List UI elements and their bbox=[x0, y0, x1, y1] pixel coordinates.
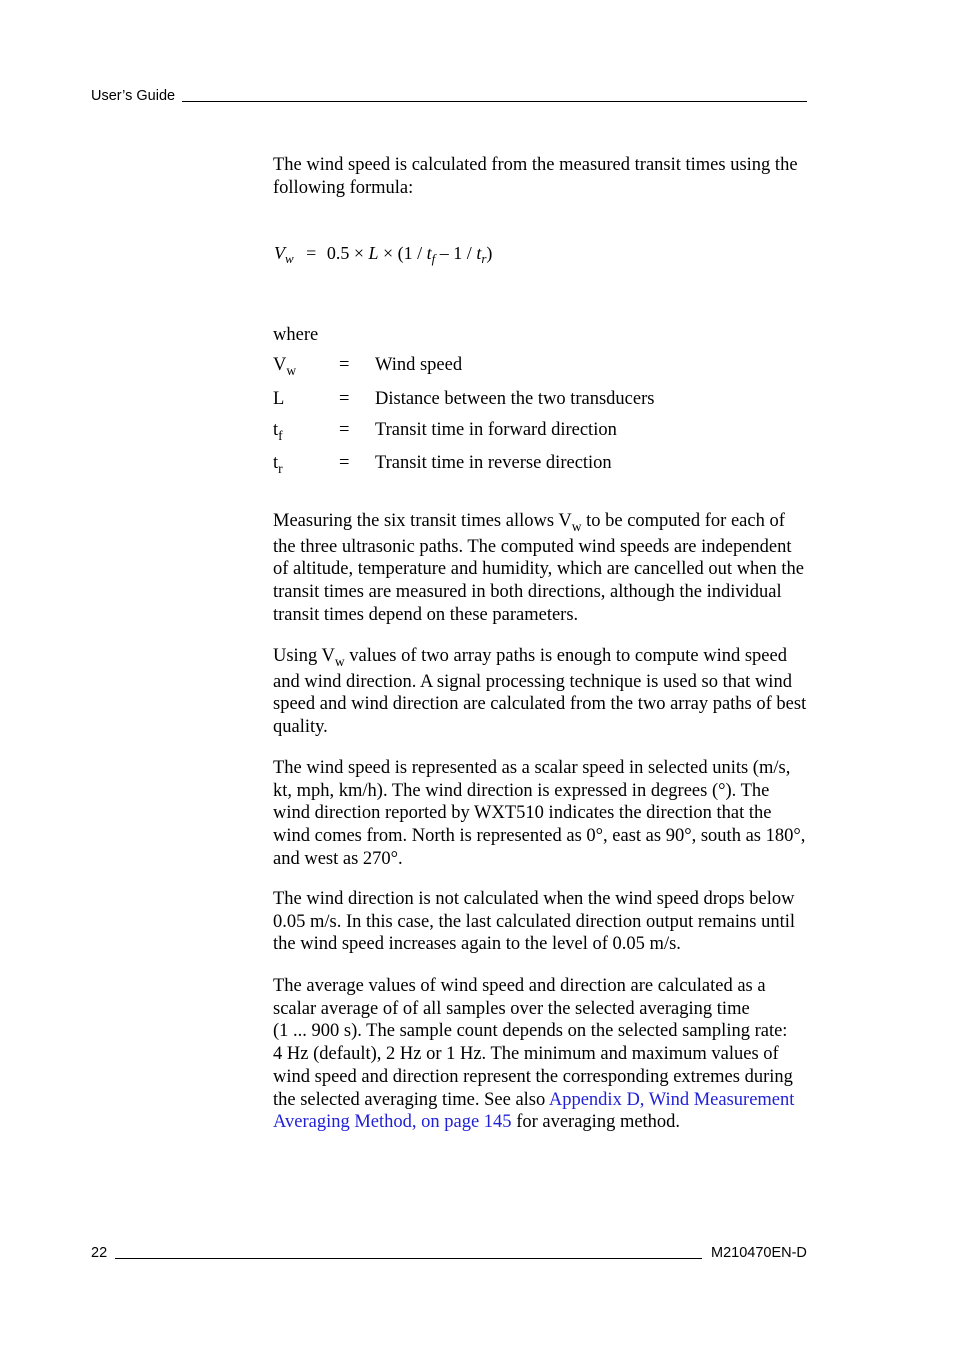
paragraph-line: of altitude, temperature and humidity, which are cancelled out when the bbox=[273, 559, 804, 580]
averaging-paragraph bbox=[273, 975, 818, 1134]
paragraph-line: Averaging Method, on page 145 for averaging method. bbox=[273, 1112, 681, 1133]
appendix-d-link[interactable]: Appendix D, Wind Measurement bbox=[548, 1089, 795, 1110]
appendix-d-link-continued[interactable]: Averaging Method, on page 145 bbox=[273, 1112, 512, 1133]
paragraph-line: 0.05 m/s. In this case, the last calculated direction output remains until bbox=[273, 911, 795, 932]
formula-tf: t bbox=[426, 243, 432, 263]
intro-line: The wind speed is calculated from the measured transit times using the bbox=[273, 155, 798, 175]
paragraph-line: the selected averaging time. See also Appendix D, Wind Measurement bbox=[273, 1089, 795, 1110]
document-code: M210470EN-D bbox=[711, 1245, 807, 1261]
intro-paragraph bbox=[273, 154, 818, 199]
paragraph-line: and west as 270°. bbox=[273, 848, 403, 869]
paragraph-line: transit times depend on these parameters. bbox=[273, 604, 579, 625]
paragraph-line: (1 ... 900 s). The sample count depends on the selected sampling rate: bbox=[273, 1021, 788, 1042]
paragraph-line: wind direction reported by WXT510 indicates the direction that the bbox=[273, 803, 772, 824]
paragraph-line: 4 Hz (default), 2 Hz or 1 Hz. The minimum and maximum values of bbox=[273, 1044, 779, 1065]
definition-desc: Wind speed bbox=[375, 355, 463, 375]
formula-tr-sub: r bbox=[481, 251, 487, 266]
paragraph-line: The wind speed is represented as a scalar speed in selected units (m/s, bbox=[273, 758, 791, 778]
intro-line: following formula: bbox=[273, 177, 414, 198]
paragraph-line: scalar average of of all samples over the selected averaging time bbox=[273, 998, 750, 1019]
header-title: User’s Guide bbox=[91, 88, 176, 104]
definition-desc: Transit time in forward direction bbox=[375, 420, 617, 440]
formula-equals: = bbox=[306, 243, 317, 263]
formula-lhs-sub: w bbox=[285, 251, 294, 266]
paragraph-line: kt, mph, km/h). The wind direction is expressed in degrees (°). The bbox=[273, 780, 770, 801]
paragraph-line: speed and wind direction are calculated from the two array paths of best bbox=[273, 694, 807, 715]
running-header bbox=[91, 87, 813, 105]
header-rule bbox=[182, 101, 807, 102]
formula-term: – 1 / bbox=[435, 243, 477, 263]
page-number: 22 bbox=[91, 1245, 108, 1261]
paragraph-line: Measuring the six transit times allows $V_w$ to be computed for each of bbox=[273, 511, 785, 534]
formula-term: 0.5 × bbox=[326, 243, 369, 263]
formula-term: × (1 / bbox=[378, 243, 427, 263]
paragraph-line: The average values of wind speed and direction are calculated as a bbox=[273, 976, 766, 996]
definition-symbol: $V_w$ bbox=[273, 355, 297, 378]
definition-symbol: $t_r$ bbox=[273, 453, 283, 476]
definition-equals: = bbox=[339, 355, 350, 375]
paragraph-line: wind comes from. North is represented as 0°, east as 90°, south as 180°, bbox=[273, 826, 806, 847]
where-label: where bbox=[273, 325, 319, 345]
array-paths-paragraph bbox=[273, 645, 818, 739]
units-paragraph bbox=[273, 757, 818, 871]
paragraph-line: The wind direction is not calculated when the wind speed drops below bbox=[273, 889, 795, 909]
formula-term: ) bbox=[486, 243, 493, 263]
formula-tf-sub: f bbox=[431, 251, 436, 266]
footer-rule bbox=[115, 1258, 702, 1259]
formula-lhs: V bbox=[274, 243, 285, 263]
formula-tr: t bbox=[476, 243, 482, 263]
paragraph-line: the three ultrasonic paths. The computed wind speeds are independent bbox=[273, 536, 792, 557]
definition-symbol: L bbox=[273, 389, 285, 409]
transit-times-paragraph bbox=[273, 510, 818, 626]
paragraph-line: quality. bbox=[273, 716, 328, 737]
formula-L: L bbox=[368, 243, 379, 263]
definition-symbol: $t_f$ bbox=[273, 420, 283, 443]
wind-speed-formula bbox=[274, 241, 492, 265]
definition-equals: = bbox=[339, 420, 350, 440]
paragraph-line: wind speed and direction represent the corresponding extremes during bbox=[273, 1066, 793, 1087]
running-footer bbox=[91, 1244, 705, 1262]
paragraph-line: the wind speed increases again to the level of 0.05 m/s. bbox=[273, 934, 681, 955]
definition-equals: = bbox=[339, 453, 350, 473]
paragraph-line: Using $V_w$ values of two array paths is enough to compute wind speed bbox=[273, 646, 787, 669]
definition-desc: Transit time in reverse direction bbox=[375, 453, 612, 473]
paragraph-line: and wind direction. A signal processing technique is used so that wind bbox=[273, 671, 792, 692]
definition-desc: Distance between the two transducers bbox=[375, 389, 655, 409]
definition-equals: = bbox=[339, 389, 350, 409]
threshold-paragraph bbox=[273, 888, 818, 956]
paragraph-line: transit times are measured in both directions, although the individual bbox=[273, 581, 782, 602]
